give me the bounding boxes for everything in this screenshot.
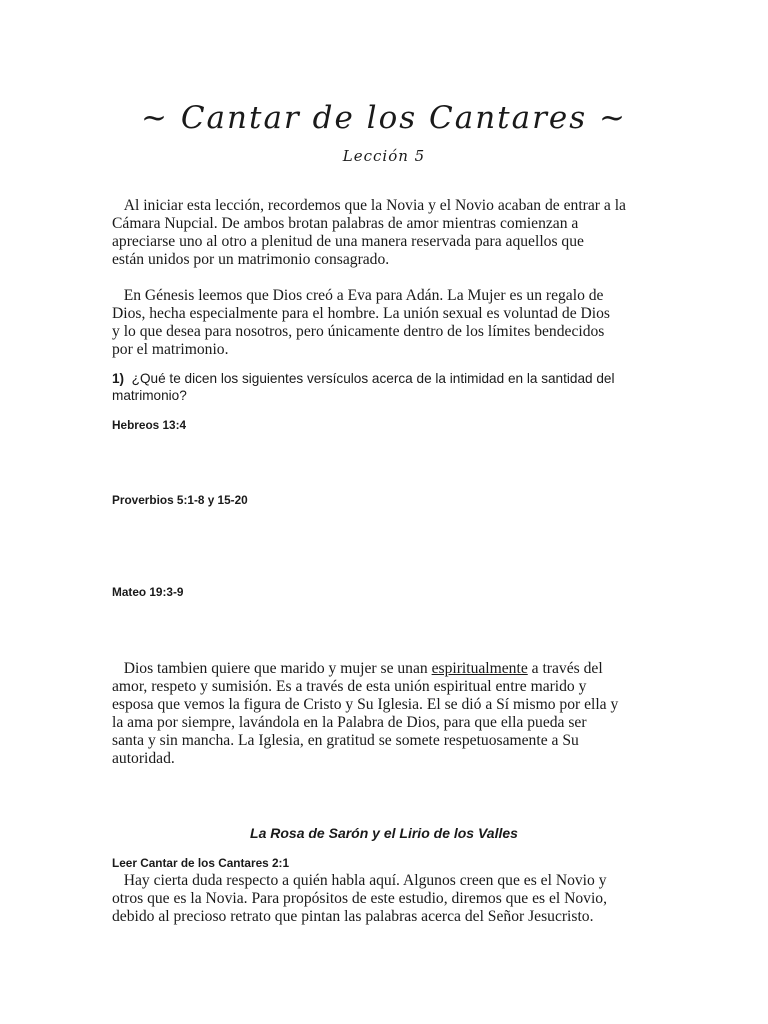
- question-line: matrimonio?: [112, 388, 187, 403]
- intro-line: Al iniciar esta lección, recordemos que la Novia y el Novio acaban de entrar a la: [123, 197, 626, 214]
- read-instruction: Leer Cantar de los Cantares 2:1: [112, 856, 290, 870]
- final-line: debido al precioso retrato que pintan las palabras acerca del Señor Jesucristo.: [112, 908, 594, 925]
- question-line: 1) ¿Qué te dicen los siguientes versículos acerca de la intimidad en la santidad del: [112, 371, 615, 386]
- final-line: otros que es la Novia. Para propósitos de este estudio, diremos que es el Novio,: [112, 890, 608, 907]
- spiritual-line: amor, respeto y sumisión. Es a través de esta unión espiritual entre marido y: [112, 678, 587, 695]
- spiritual-line: autoridad.: [112, 750, 175, 767]
- intro-paragraph: [112, 197, 660, 269]
- underlined-word: espiritualmente: [431, 660, 528, 677]
- intro-line: están unidos por un matrimonio consagrado.: [112, 251, 390, 268]
- genesis-line: Dios, hecha especialmente para el hombre. La unión sexual es voluntad de Dios: [112, 305, 610, 322]
- spiritual-line: la ama por siempre, lavándola en la Palabra de Dios, para que ella pueda ser: [112, 714, 587, 731]
- genesis-line: y lo que desea para nosotros, pero únicamente dentro de los límites bendecidos: [112, 323, 605, 340]
- page-title: ~ Cantar de los Cantares ~: [141, 100, 627, 136]
- intro-line: Cámara Nupcial. De ambos brotan palabras de amor mientras comienzan a: [112, 215, 579, 232]
- final-paragraph: [112, 872, 660, 926]
- spiritual-line: esposa que vemos la figura de Cristo y Su Iglesia. El se dió a Sí mismo por ella y: [112, 696, 619, 713]
- spiritual-line: Dios tambien quiere que marido y mujer se unan espiritualmente a través del: [123, 660, 603, 677]
- reference-proverbios: Proverbios 5:1-8 y 15-20: [112, 493, 248, 507]
- spiritual-paragraph: [112, 660, 660, 768]
- genesis-line: por el matrimonio.: [112, 341, 229, 358]
- spiritual-line: santa y sin mancha. La Iglesia, en gratitud se somete respetuosamente a Su: [112, 732, 579, 749]
- intro-line: apreciarse uno al otro a plenitud de una manera reservada para aquellos que: [112, 233, 584, 250]
- section-heading: La Rosa de Sarón y el Lirio de los Valles: [250, 825, 518, 841]
- question-1: [112, 370, 660, 404]
- lesson-subtitle: Lección 5: [342, 147, 426, 165]
- reference-mateo: Mateo 19:3-9: [112, 585, 184, 599]
- genesis-line: En Génesis leemos que Dios creó a Eva para Adán. La Mujer es un regalo de: [123, 287, 604, 304]
- reference-hebreos: Hebreos 13:4: [112, 418, 187, 432]
- question-number: 1): [112, 371, 125, 386]
- final-line: Hay cierta duda respecto a quién habla aquí. Algunos creen que es el Novio y: [123, 872, 607, 889]
- genesis-paragraph: [112, 287, 660, 359]
